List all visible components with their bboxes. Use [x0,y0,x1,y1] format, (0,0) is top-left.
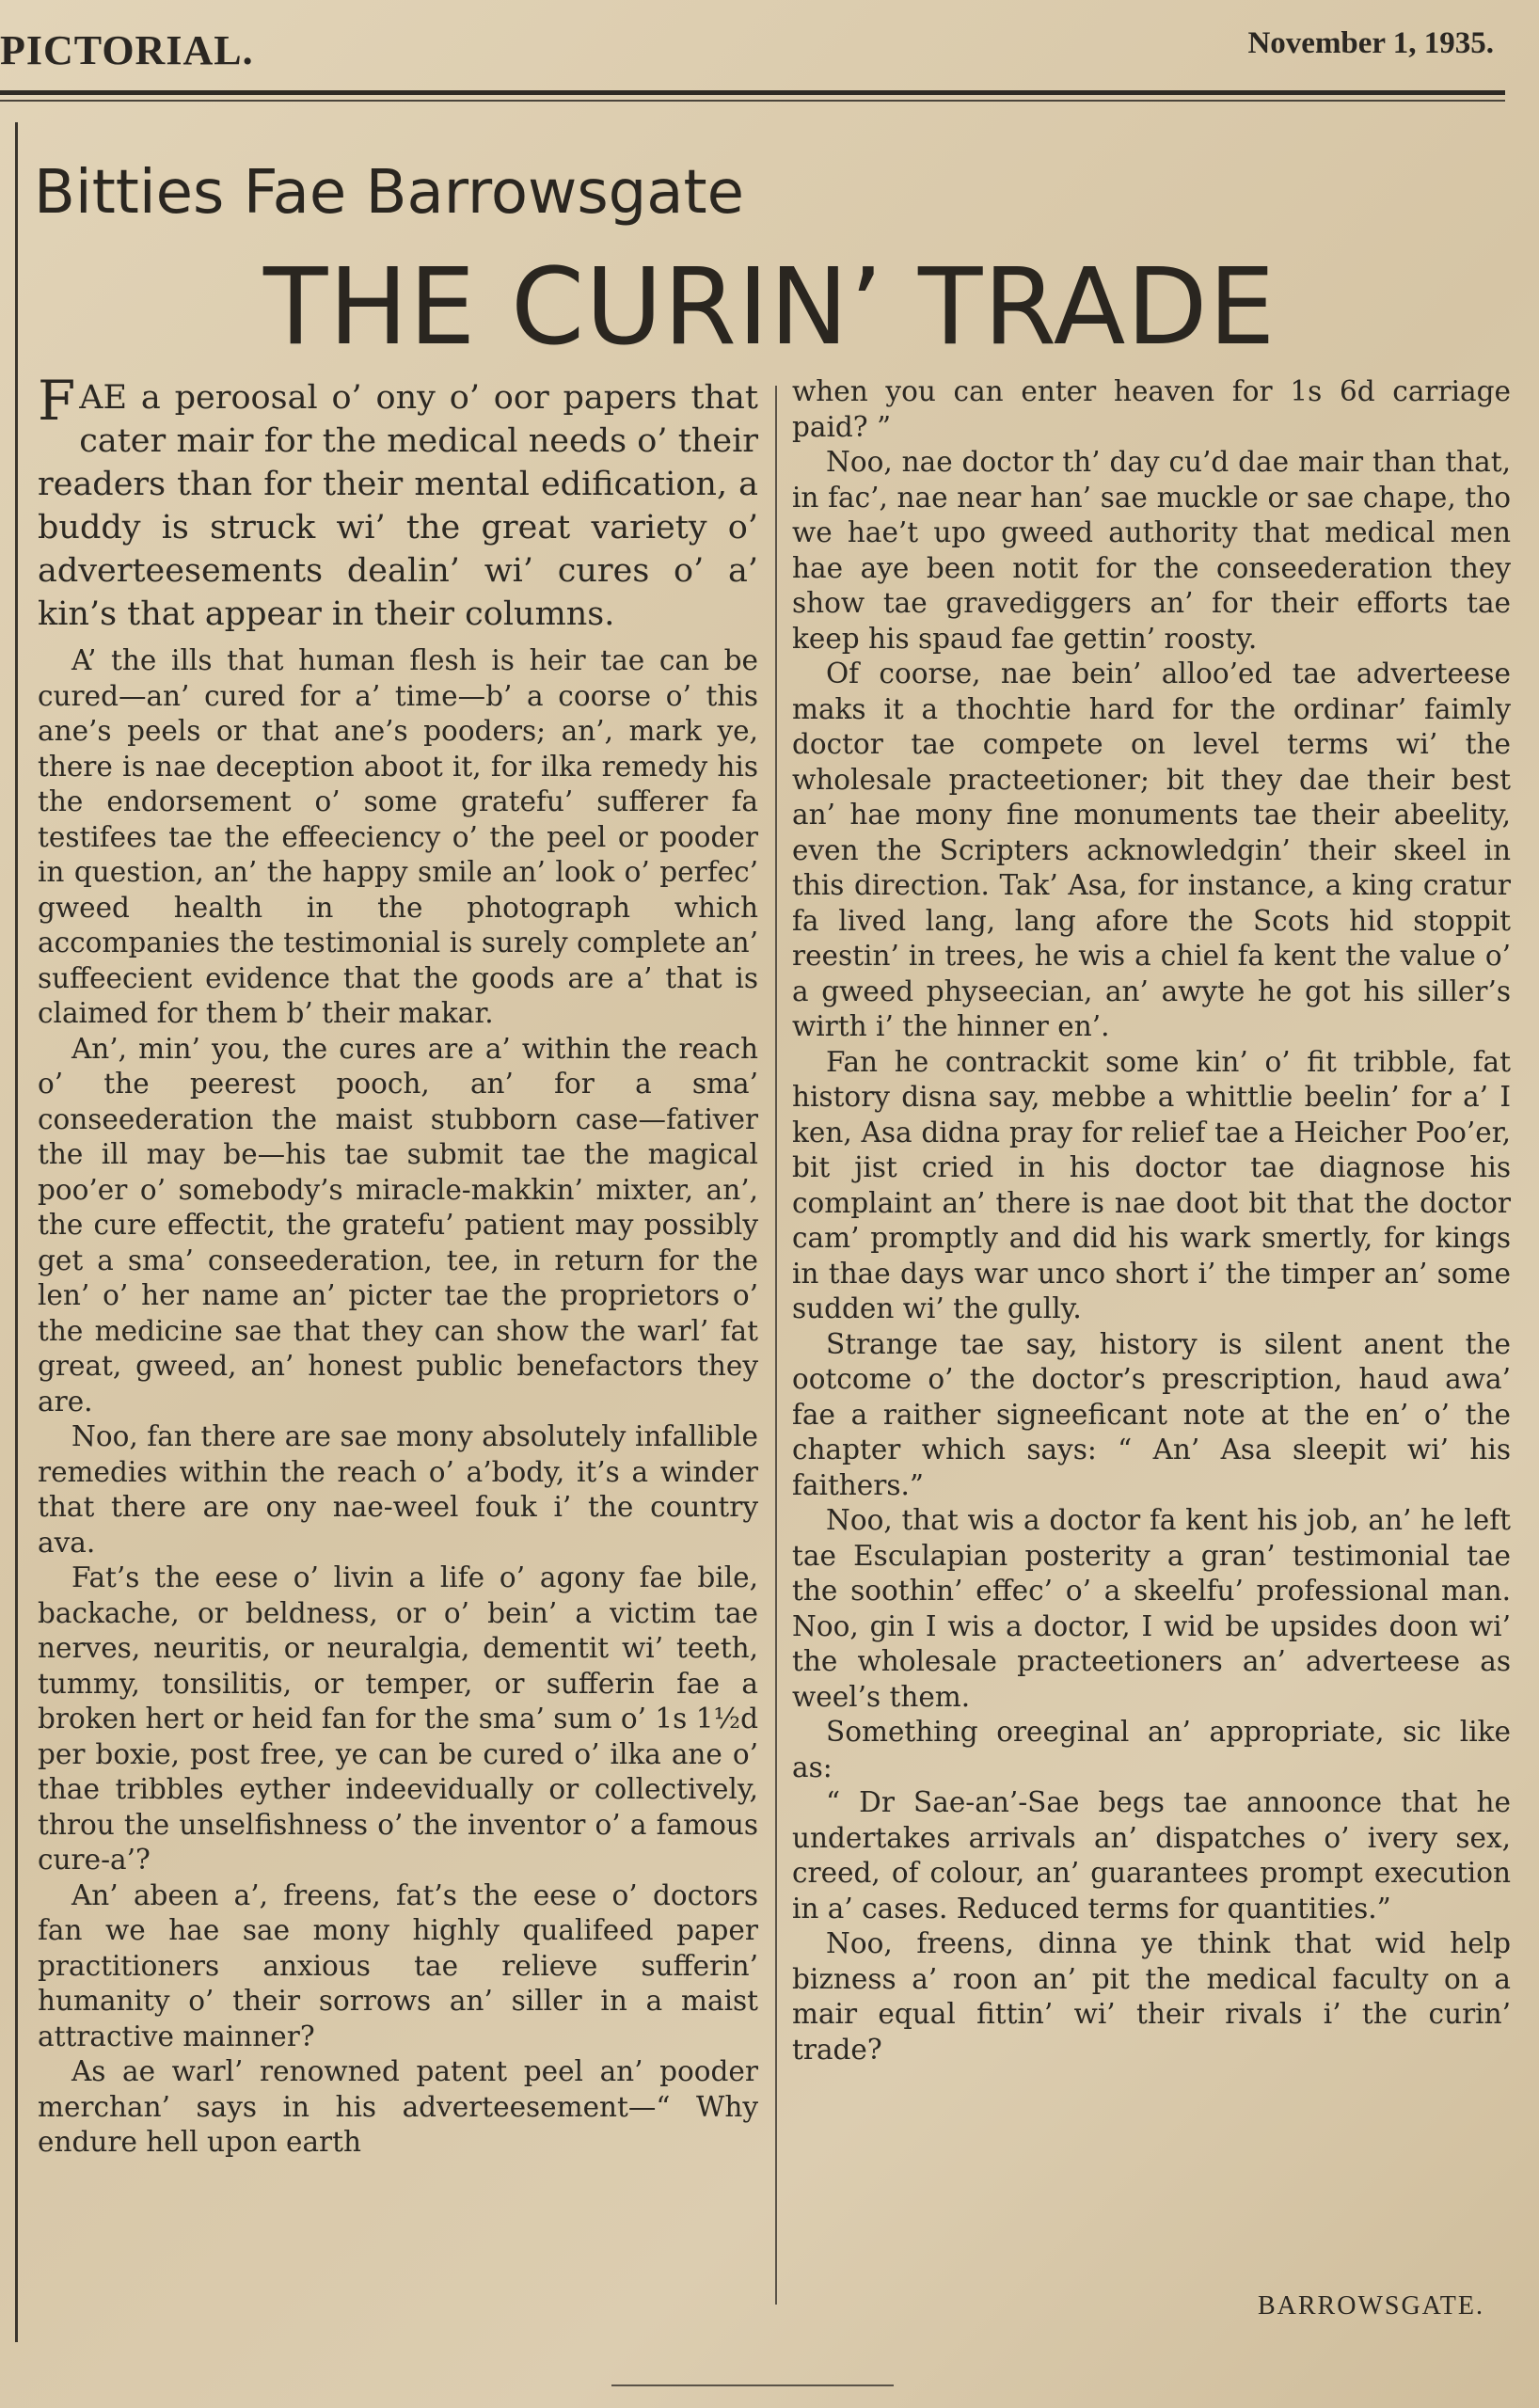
paragraph: Noo, freens, dinna ye think that wid help bizness a’ roon an’ pit the medical faculty on a mair equal fittin’ wi’ their rivals i’ the curin’ trade? [792,1927,1511,2066]
paragraph: Noo, fan there are sae mony absolutely infallible remedies within the reach o’ a’body, it’s a winder that there are ony nae-weel fouk i’ the country ava. [38,1420,758,1559]
header-rule-thick [0,90,1505,95]
paragraph: Fat’s the eese o’ livin a life o’ agony fae bile, backache, or beldness, or o’ bein’ a victim tae nerves, neuritis, or neuralgia, dementit wi’ teeth, tummy, tonsilitis, or temper, or sufferin fae a broken hert or heid fan for the sma’ sum o’ 1s 1½d per boxie, post free, ye can be cured o’ ilka ane o’ thae tribbles eyther indeevidually or collectively, throu the unselfishness o’ the inventor o’ a famous cure-a’? [38,1561,758,1876]
article-headline: THE CURIN’ TRADE [263,246,1277,369]
drop-cap: F [38,369,76,433]
paragraph: Fan he contrackit some kin’ o’ fit tribble, fat history disna say, mebbe a whittlie beelin’ for a’ I ken, Asa didna pray for relief tae a Heicher Poo’er, bit jist cried in his doctor tae diagnose his complaint an’ there is nae doot bit that the doctor cam’ promptly and did his wark smertly, for kings in thae days war unco short i’ the timper an’ some sudden wi’ the gully. [792,1045,1511,1324]
paragraph: “ Dr Sae-an’-Sae begs tae annoonce that he undertakes arrivals an’ dispatches o’ ivery sex, creed, of colour, an’ guarantees prompt execution in a’ cases. Reduced terms for quantities.” [792,1786,1511,1925]
article-column-1 [38,369,758,2161]
publication-name: PICTORIAL. [0,27,254,73]
column-border-left [15,122,18,2342]
lead-text: AE a peroosal o’ ony o’ oor papers that cater mair for the medical needs o’ their readers than for their mental edification, a buddy is struck wi’ the great variety o’ adverteesements dealin’ wi’ cures o’ a’ kin’s that appear in their columns. [38,379,758,633]
paragraph: An’ abeen a’, freens, fat’s the eese o’ doctors fan we hae sae mony highly qualifeed paper practitioners anxious tae relieve sufferin’ humanity o’ their sorrows an’ siller in a maist attractive mainner? [38,1878,758,2052]
paragraph: Of coorse, nae bein’ alloo’ed tae adverteese maks it a thochtie hard for the ordinar’ faimly doctor tae compete on level terms wi’ the wholesale practeetioner; bit they dae their best an’ hae mony fine monuments tae their abeelity, even the Scripters acknowledgin’ their skeel in this direction. Tak’ Asa, for instance, a king cratur fa lived lang, lang afore the Scots hid stoppit reestin’ in trees, he wis a chiel fa kent the value o’ a gweed physeecian, an’ awyte he got his siller’s wirth i’ the hinner en’. [792,657,1511,1042]
header-rule-thin [0,100,1505,102]
issue-date: November 1, 1935. [1247,26,1494,60]
paragraph: As ae warl’ renowned patent peel an’ pooder merchan’ says in his adverteesement—“ Why endure hell upon earth [38,2055,758,2158]
paragraph: Noo, nae doctor th’ day cu’d dae mair than that, in fac’, nae near han’ sae muckle or sae chape, tho we hae’t upo gweed authority that medical men hae aye been notit for the conseederation they show tae gravediggers an’ for their efforts tae keep his spaud fae gettin’ roosty. [792,446,1511,655]
author-signature: BARROWSGATE. [1257,2291,1484,2321]
paragraph: A’ the ills that human flesh is heir tae can be cured—an’ cured for a’ time—b’ a coorse o’ this ane’s peels or that ane’s pooders; an’, mark ye, there is nae deception aboot it, for ilka remedy his the endorsement o’ some gratefu’ sufferer fa testifees tae the effeeciency o’ the peel or pooder in question, an’ the happy smile an’ look o’ perfec’ gweed health in the photograph which accompanies the testimonial is surely complete an’ suffeecient evidence that the goods are a’ that is claimed for them b’ their makar. [38,644,758,1029]
lead-paragraph [38,369,758,636]
paragraph: Strange tae say, history is silent anent the ootcome o’ the doctor’s prescription, haud awa’ fae a raither signeeficant note at the en’ o’ the chapter which says: “ An’ Asa sleepit wi’ his faithers.” [792,1327,1511,1501]
article-kicker: Bitties Fae Barrowsgate [34,158,744,228]
paragraph: Something oreeginal an’ appropriate, sic like as: [792,1716,1511,1783]
paragraph: when you can enter heaven for 1s 6d carriage paid? ” [792,375,1511,443]
article-column-2 [792,374,1511,2067]
footer-rule [611,2384,894,2386]
paragraph: An’, min’ you, the cures are a’ within the reach o’ the peerest pooch, an’ for a sma’ conseederation the maist stubborn case—fativer the ill may be—his tae submit tae the magical poo’er o’ somebody’s miracle-makkin’ mixter, an’, the cure effectit, the gratefu’ patient may possibly get a sma’ conseederation, tee, in return for the len’ o’ her name an’ picter tae the proprietors o’ the medicine sae that they can show the warl’ fat great, gweed, an’ honest public benefactors they are. [38,1032,758,1418]
page-header [0,0,1539,94]
paragraph: Noo, that wis a doctor fa kent his job, an’ he left tae Esculapian posterity a gran’ testimonial tae the soothin’ effec’ o’ a skeelfu’ professional man. Noo, gin I wis a doctor, I wid be upsides doon wi’ the wholesale practeetioners an’ adverteese as weel’s them. [792,1504,1511,1713]
column-divider [775,386,777,2305]
